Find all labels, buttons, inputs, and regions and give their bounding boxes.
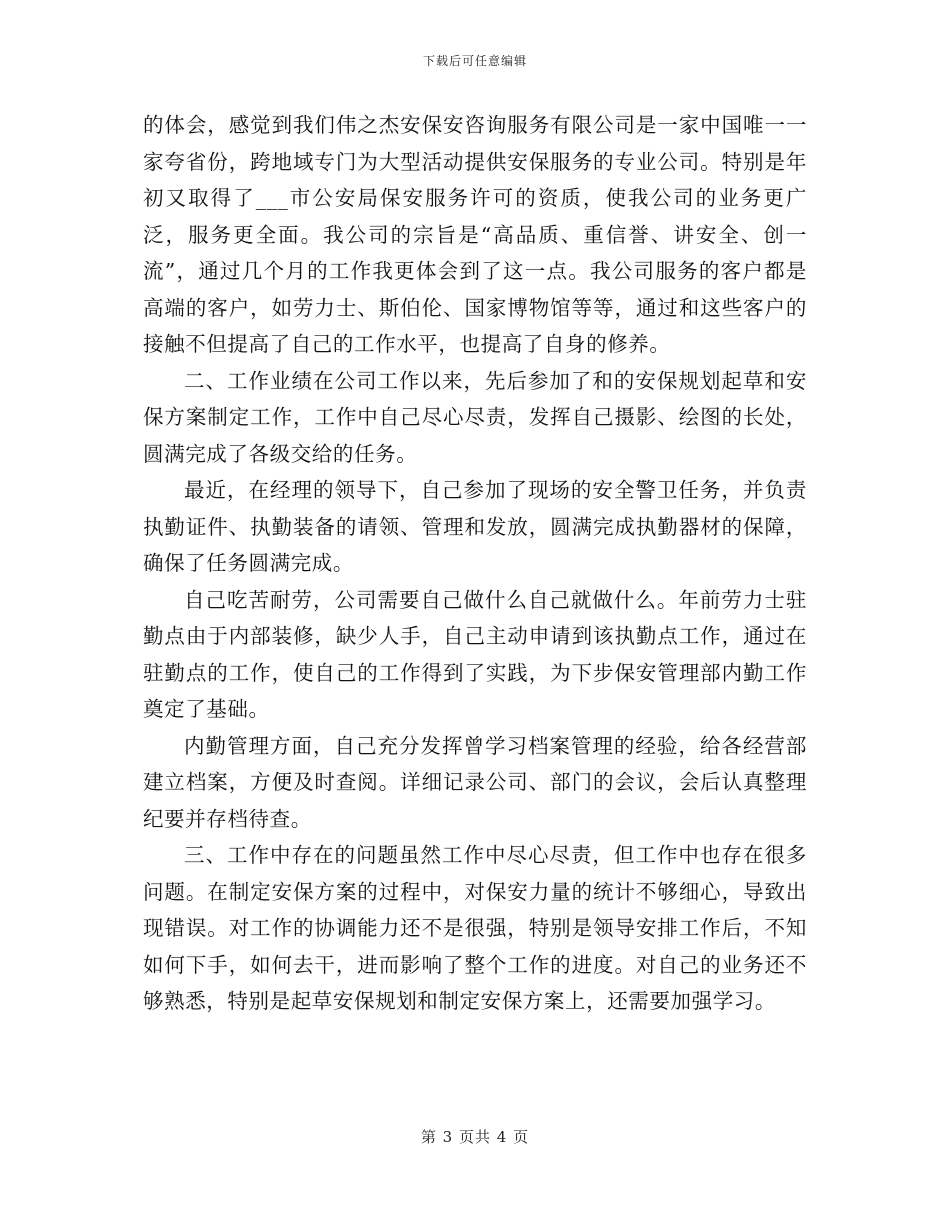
paragraph-recent-tasks: 最近，在经理的领导下，自己参加了现场的安全警卫任务，并负责执勤证件、执勤装备的请领、管理和发放，圆满完成执勤器材的保障，确保了任务圆满完成。 (143, 478, 807, 575)
page-header: 下载后可任意编辑 (422, 54, 527, 68)
paragraph-hardworking: 自己吃苦耐劳，公司需要自己做什么自己就做什么。年前劳力士驻勤点由于内部装修，缺少人手，自己主动申请到该执勤点工作，通过在驻勤点的工作，使自己的工作得到了实践，为下步保安管理部内勤工作奠定了基础。 (143, 587, 807, 721)
paragraph-internal-management: 内勤管理方面，自己充分发挥曾学习档案管理的经验，给各经营部建立档案，方便及时查阅。详细记录公司、部门的会议，会后认真整理纪要并存档待查。 (143, 733, 807, 831)
page-number: 第 3 页共 4 页 (420, 1128, 530, 1146)
paragraph-continuation: 的体会，感觉到我们伟之杰安保安咨询服务有限公司是一家中国唯一一家夸省份，跨地域专门为大型活动提供安保服务的专业公司。特别是年初又取得了___市公安局保安服务许可的资质，使我公司的业务更广泛，服务更全面。我公司的宗旨是“高品质、重信誉、讲安全、创一流”，通过几个月的工作我更体会到了这一点。我公司服务的客户都是高端的客户，如劳力士、斯伯伦、国家博物馆等等，通过和这些客户的接触不但提高了自己的工作水平，也提高了自身的修养。 (143, 113, 807, 356)
document-body (143, 107, 807, 1020)
paragraph-work-achievements: 二、工作业绩在公司工作以来，先后参加了和的安保规划起草和安保方案制定工作，工作中自己尽心尽责，发挥自己摄影、绘图的长处，圆满完成了各级交给的任务。 (143, 368, 807, 466)
paragraph-problems: 三、工作中存在的问题虽然工作中尽心尽责，但工作中也存在很多问题。在制定安保方案的过程中，对保安力量的统计不够细心，导致出现错误。对工作的协调能力还不是很强，特别是领导安排工作后，不知如何下手，如何去干，进而影响了整个工作的进度。对自己的业务还不够熟悉，特别是起草安保规划和制定安保方案上，还需要加强学习。 (143, 843, 807, 1013)
